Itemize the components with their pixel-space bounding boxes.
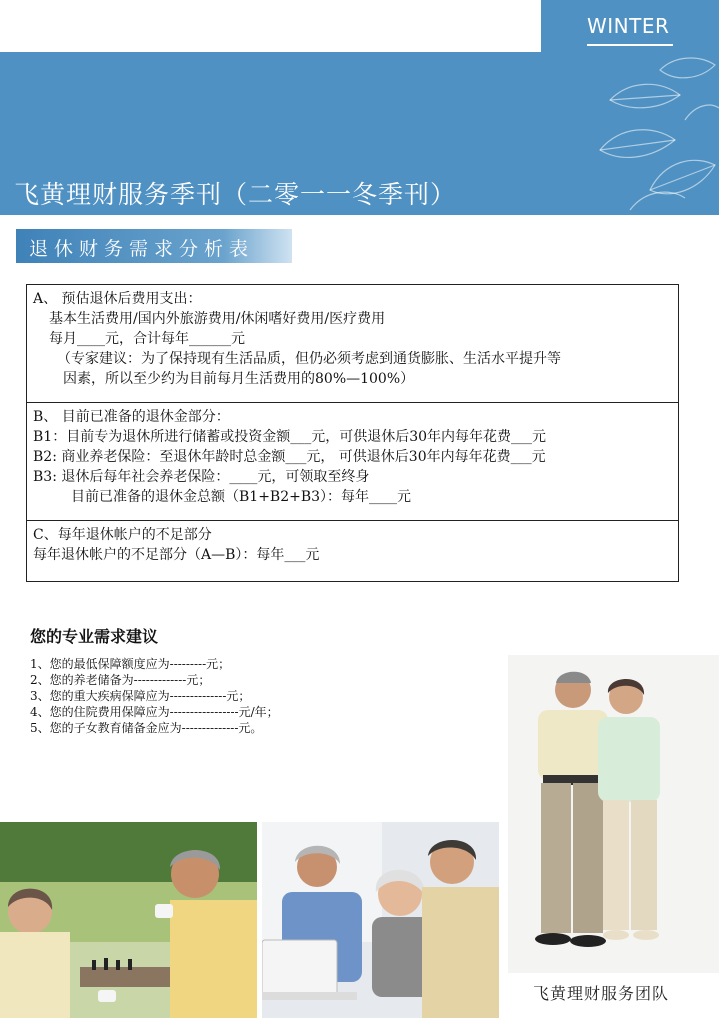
season-label: WINTER (587, 14, 670, 38)
section-b-line: B2: 商业养老保险：至退休年龄时总金额___元， 可供退休后30年内每年花费___元 (33, 449, 546, 465)
section-a-line: （专家建议：为了保持现有生活品质，但仍必须考虑到通货膨胀、生活水平提升等 (57, 351, 561, 367)
photo-couple-tea (0, 822, 257, 1018)
advice-item: 3、您的重大疾病保障应为--------------元； (30, 689, 251, 703)
section-a-line: 每月____元，合计每年______元 (49, 331, 245, 347)
section-title: 退休财务需求分析表 (29, 238, 255, 260)
team-caption: 飞黄理财服务团队 (533, 984, 670, 1003)
section-c-heading: C、每年退休帐户的不足部分 (33, 527, 212, 543)
advice-item: 5、您的子女教育储备金应为--------------元。 (30, 721, 263, 735)
section-a-line: 因素，所以至少约为目前每月生活费用的80%—100%） (63, 371, 415, 387)
section-b-line: B1：目前专为退休所进行储蓄或投资金额___元，可供退休后30年内每年花费___元 (33, 429, 547, 445)
leaf-decoration-icon (590, 40, 719, 215)
advice-item: 4、您的住院费用保障应为-----------------元/年； (30, 705, 279, 719)
photo-couple-standing (508, 655, 719, 973)
section-a-heading: A、 预估退休后费用支出： (33, 291, 202, 307)
section-b-heading: B、 目前已准备的退休金部分： (33, 409, 230, 425)
section-b-line: B3: 退休后每年社会养老保险：____元，可领取至终身 (33, 469, 370, 485)
advice-list (30, 656, 279, 736)
section-tab (16, 229, 292, 263)
photo-seniors-laptop (262, 822, 499, 1018)
header-white-cut (0, 0, 541, 52)
section-a-line: 基本生活费用/国内外旅游费用/休闲嗜好费用/医疗费用 (49, 311, 386, 327)
section-c-line: 每年退休帐户的不足部分（A—B）：每年___元 (33, 547, 320, 563)
section-c-cell (27, 521, 678, 581)
advice-item: 2、您的养老储备为-------------元； (30, 673, 211, 687)
advice-item: 1、您的最低保障额度应为---------元； (30, 657, 231, 671)
section-b-cell (27, 403, 678, 521)
advice-title: 您的专业需求建议 (30, 627, 159, 646)
page-title: 飞黄理财服务季刊（二零一一冬季刊） (14, 180, 457, 209)
section-a-cell (27, 285, 678, 403)
section-b-line: 目前已准备的退休金总额（B1+B2+B3）：每年____元 (71, 489, 412, 505)
retirement-analysis-table (26, 284, 679, 582)
